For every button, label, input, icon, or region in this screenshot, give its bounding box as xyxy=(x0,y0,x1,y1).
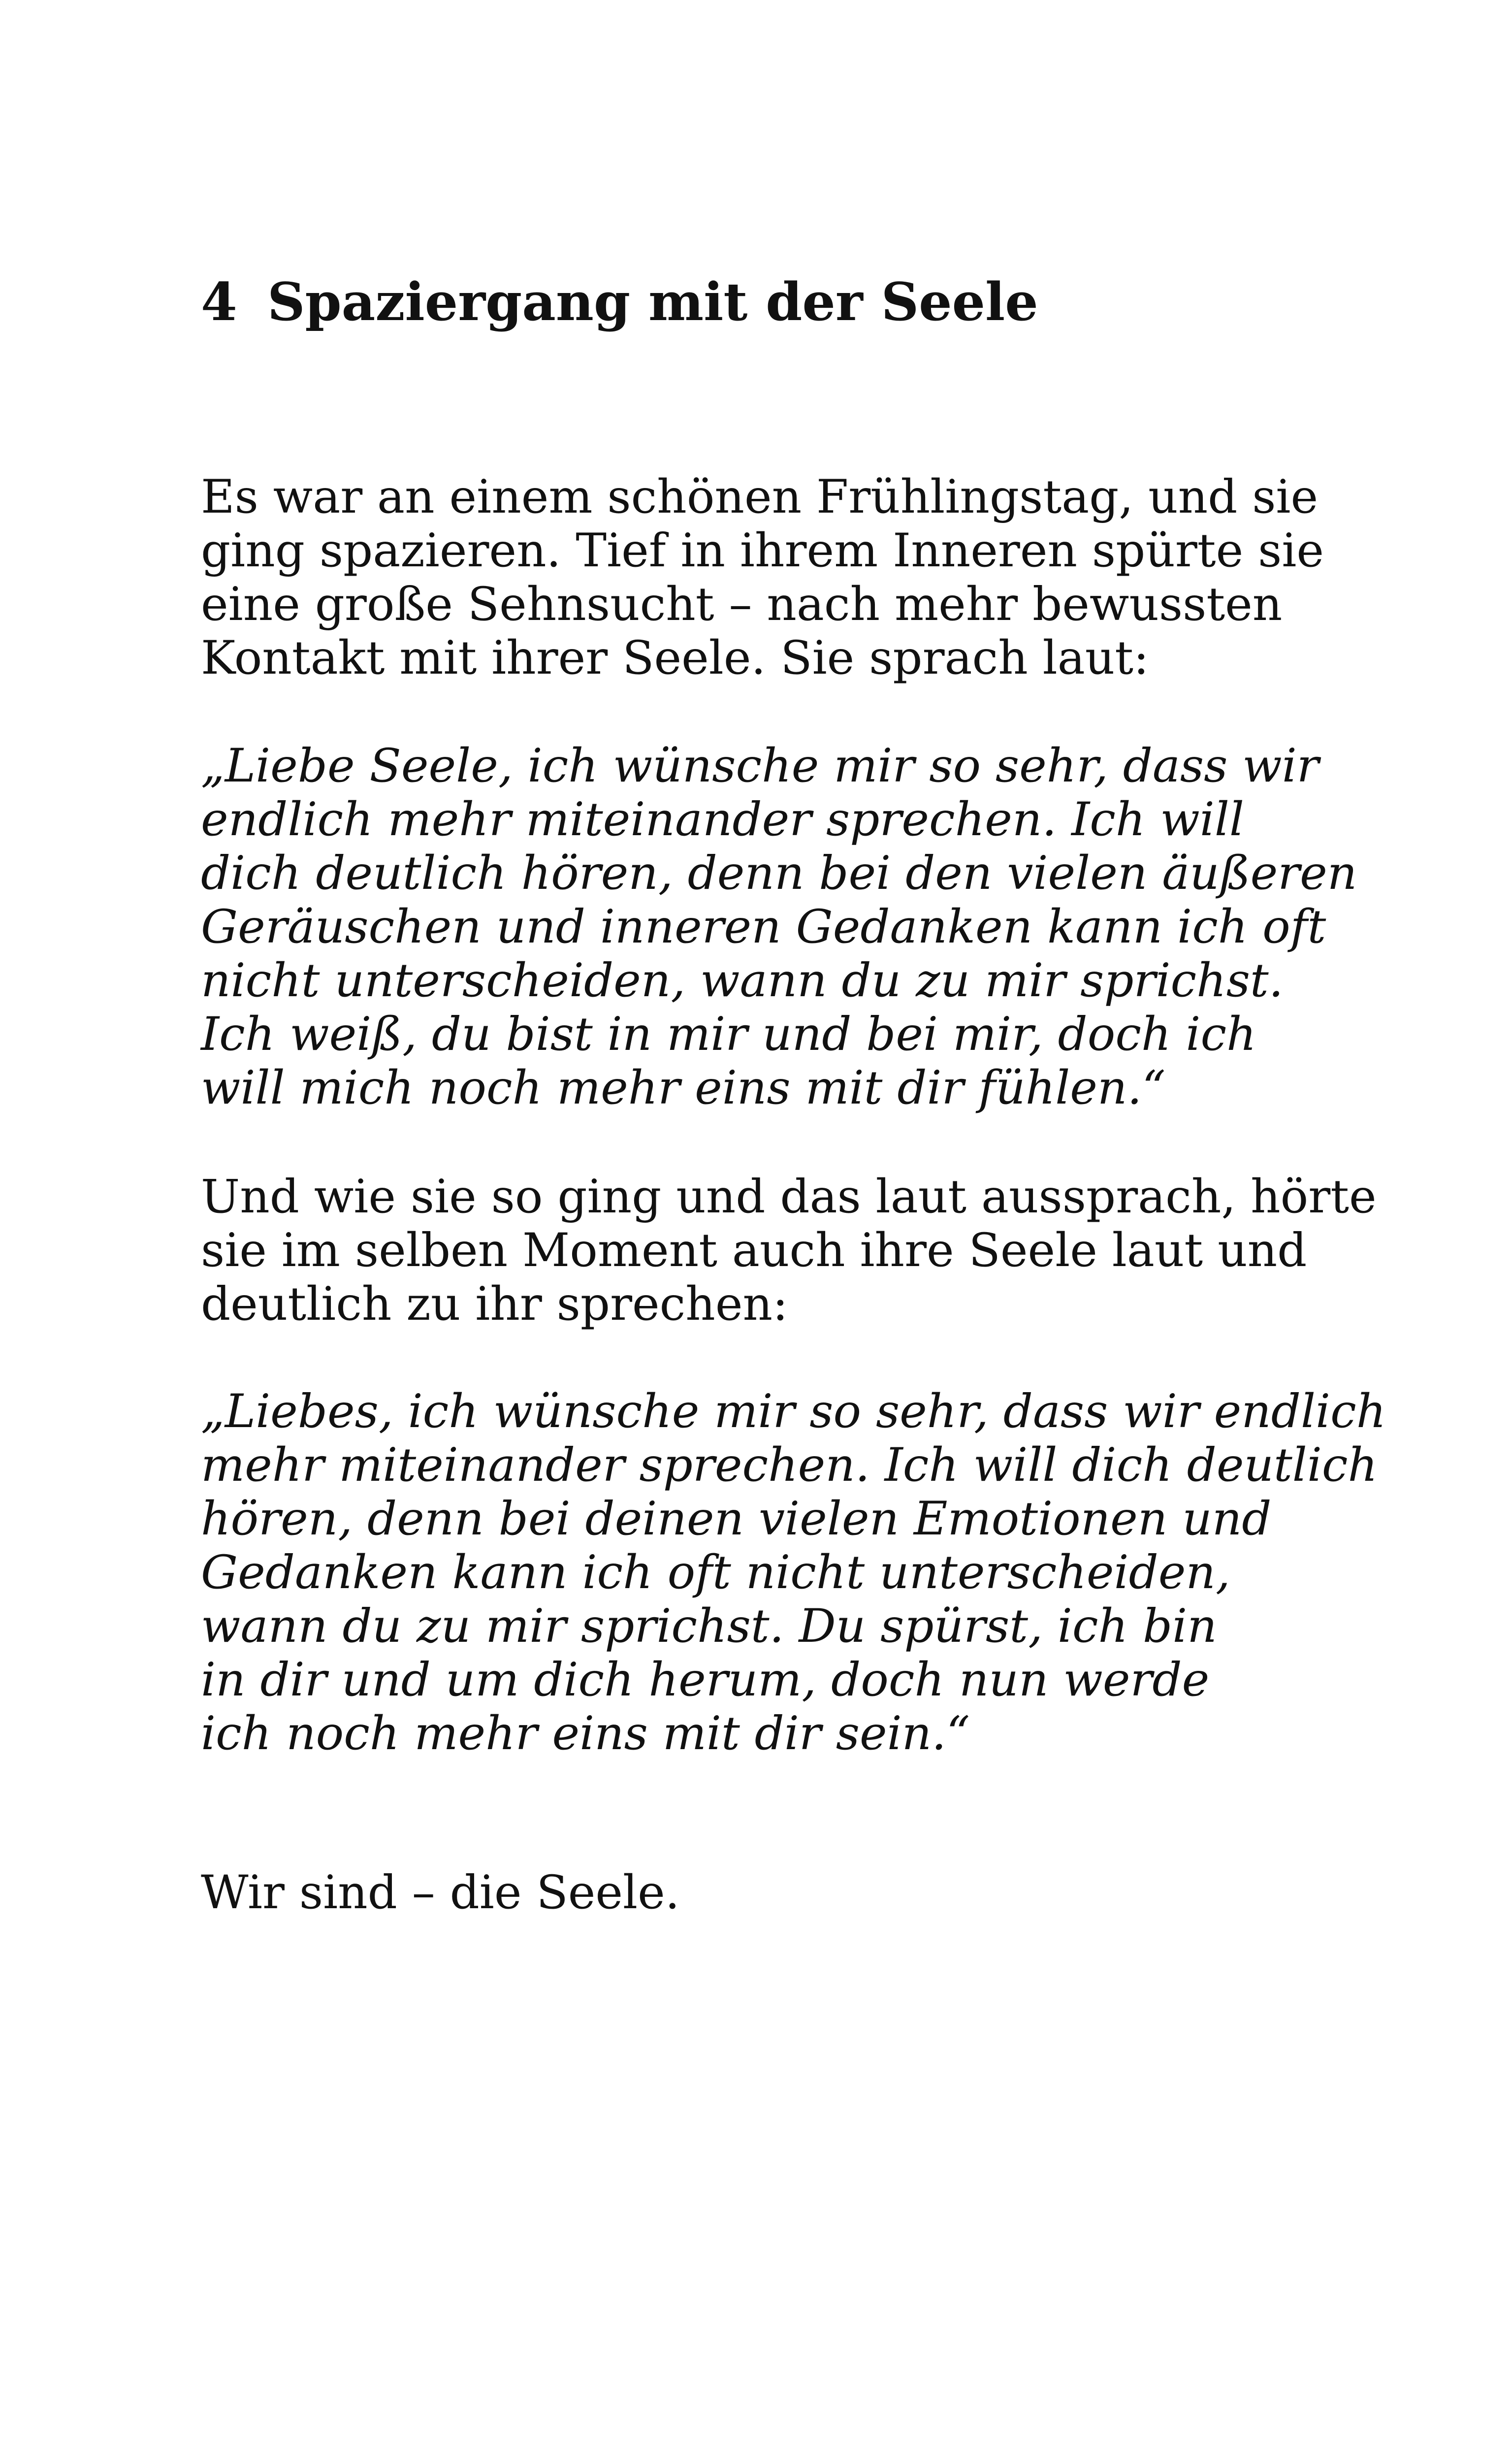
quote-line: mehr miteinander sprechen. Ich will dich deutlich xyxy=(201,1438,1378,1492)
paragraph-line: deutlich zu ihr sprechen: xyxy=(201,1277,788,1331)
quote-soul-words xyxy=(201,1385,1386,1760)
quote-line: endlich mehr miteinander sprechen. Ich will xyxy=(201,793,1244,847)
paragraph-line: eine große Sehnsucht – nach mehr bewussten xyxy=(201,578,1283,631)
chapter-number: 4 xyxy=(201,271,237,332)
quote-line: „Liebe Seele, ich wünsche mir so sehr, dass wir xyxy=(201,739,1319,793)
closing-line xyxy=(201,1866,680,1920)
paragraph-line: ging spazieren. Tief in ihrem Inneren spürte sie xyxy=(201,524,1324,578)
chapter-heading xyxy=(201,270,1038,334)
quote-line: dich deutlich hören, denn bei den vielen äußeren xyxy=(201,847,1357,900)
quote-line: will mich noch mehr eins mit dir fühlen.“ xyxy=(201,1061,1166,1115)
paragraph-transition xyxy=(201,1170,1377,1331)
paragraph-line: sie im selben Moment auch ihre Seele laut und xyxy=(201,1224,1307,1277)
quote-line: nicht unterscheiden, wann du zu mir sprichst. xyxy=(201,954,1284,1008)
paragraph-intro xyxy=(201,470,1324,685)
quote-line: wann du zu mir sprichst. Du spürst, ich bin xyxy=(201,1599,1217,1653)
quote-line: Geräuschen und inneren Gedanken kann ich oft xyxy=(201,900,1326,954)
quote-her-words xyxy=(201,739,1357,1115)
paragraph-line: Und wie sie so ging und das laut aussprach, hörte xyxy=(201,1170,1377,1224)
quote-line: Ich weiß, du bist in mir und bei mir, doch ich xyxy=(201,1008,1256,1061)
paragraph-line: Kontakt mit ihrer Seele. Sie sprach laut: xyxy=(201,631,1149,685)
quote-line: Gedanken kann ich oft nicht unterscheiden, xyxy=(201,1546,1230,1599)
quote-line: in dir und um dich herum, doch nun werde xyxy=(201,1653,1210,1707)
paragraph-line: Es war an einem schönen Frühlingstag, und sie xyxy=(201,470,1319,524)
quote-line: ich noch mehr eins mit dir sein.“ xyxy=(201,1707,970,1760)
chapter-title: Spaziergang mit der Seele xyxy=(267,271,1038,332)
closing-text: Wir sind – die Seele. xyxy=(201,1866,680,1920)
quote-line: hören, denn bei deinen vielen Emotionen und xyxy=(201,1492,1272,1546)
quote-line: „Liebes, ich wünsche mir so sehr, dass wir endlich xyxy=(201,1385,1386,1438)
